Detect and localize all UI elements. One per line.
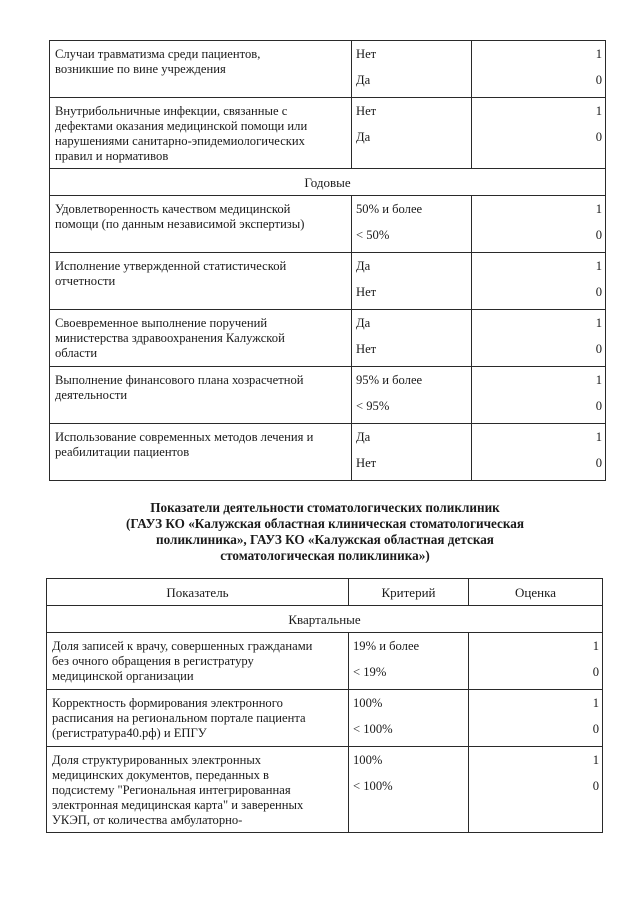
criterion-cell <box>352 196 472 253</box>
table-row <box>50 196 606 253</box>
score-value: 1 <box>595 316 602 330</box>
criterion-value: 19% и более <box>353 639 420 653</box>
score-value: 1 <box>595 104 602 118</box>
criterion-value: 50% и более <box>356 202 423 216</box>
indicator-text-line: деятельности <box>55 388 128 402</box>
table-row <box>47 690 603 747</box>
indicators-table-2 <box>46 578 603 833</box>
indicator-cell <box>47 747 349 833</box>
indicator-cell <box>50 41 352 98</box>
score-value: 1 <box>595 259 602 273</box>
indicator-text-line: правил и нормативов <box>55 149 169 163</box>
table-row <box>50 367 606 424</box>
score-value: 1 <box>592 696 599 710</box>
criterion-value: Да <box>356 73 371 87</box>
criterion-cell <box>349 690 469 747</box>
criterion-value: < 19% <box>353 665 387 679</box>
indicator-text-line: Своевременное выполнение поручений <box>55 316 268 330</box>
score-value: 1 <box>595 47 602 61</box>
criterion-cell <box>352 41 472 98</box>
indicator-text-line: Доля записей к врачу, совершенных гражданами <box>52 639 313 653</box>
indicator-cell <box>50 196 352 253</box>
score-cell <box>469 633 603 690</box>
score-cell <box>472 367 606 424</box>
heading-line: Показатели деятельности стоматологических поликлиник <box>150 500 500 515</box>
section-title: Квартальные <box>47 606 603 633</box>
indicator-text-line: нарушениями санитарно-эпидемиологических <box>55 134 305 148</box>
criterion-cell <box>352 310 472 367</box>
table-row <box>47 747 603 833</box>
indicator-text-line: медицинских документов, переданных в <box>52 768 269 782</box>
criterion-value: 100% <box>353 753 383 767</box>
criterion-cell <box>349 747 469 833</box>
criterion-cell <box>349 633 469 690</box>
section-title: Годовые <box>50 169 606 196</box>
criterion-value: Нет <box>356 285 377 299</box>
indicator-text-line: медицинской организации <box>52 669 194 683</box>
indicator-cell <box>50 310 352 367</box>
table-row <box>50 98 606 169</box>
indicator-text-line: Удовлетворенность качеством медицинской <box>55 202 291 216</box>
indicator-text-line: Использование современных методов лечения и <box>55 430 314 444</box>
score-value: 1 <box>595 430 602 444</box>
indicator-text-line: Внутрибольничные инфекции, связанные с <box>55 104 288 118</box>
indicators-table-1 <box>49 40 606 481</box>
section-heading-dental <box>80 500 570 564</box>
header-score: Оценка <box>469 579 603 606</box>
indicator-cell <box>50 424 352 481</box>
heading-line: стоматологическая поликлиника») <box>220 548 430 563</box>
indicator-text-line: без очного обращения в регистратуру <box>52 654 254 668</box>
header-indicator: Показатель <box>47 579 349 606</box>
indicator-text-line: Корректность формирования электронного <box>52 696 283 710</box>
score-value: 0 <box>595 228 602 242</box>
score-value: 0 <box>592 665 599 679</box>
indicator-text-line: (регистратура40.рф) и ЕПГУ <box>52 726 207 740</box>
criterion-value: < 95% <box>356 399 390 413</box>
criterion-value: Да <box>356 316 371 330</box>
criterion-cell <box>352 98 472 169</box>
score-value: 0 <box>595 399 602 413</box>
indicator-text-line: Доля структурированных электронных <box>52 753 262 767</box>
score-cell <box>472 310 606 367</box>
score-cell <box>469 747 603 833</box>
score-value: 0 <box>595 342 602 356</box>
indicator-text-line: УКЭП, от количества амбулаторно- <box>52 813 243 827</box>
score-value: 1 <box>592 753 599 767</box>
score-cell <box>472 424 606 481</box>
indicator-text-line: отчетности <box>55 274 116 288</box>
criterion-value: Нет <box>356 104 377 118</box>
table-row <box>50 41 606 98</box>
score-value: 0 <box>595 285 602 299</box>
score-value: 1 <box>592 639 599 653</box>
score-value: 1 <box>595 202 602 216</box>
indicator-text-line: возникшие по вине учреждения <box>55 62 226 76</box>
score-cell <box>469 690 603 747</box>
indicator-text-line: Исполнение утвержденной статистической <box>55 259 287 273</box>
indicator-cell <box>50 253 352 310</box>
indicator-text-line: помощи (по данным независимой экспертизы) <box>55 217 305 231</box>
table-header-row <box>47 579 603 606</box>
criterion-value: < 100% <box>353 722 393 736</box>
score-value: 0 <box>592 722 599 736</box>
indicator-cell <box>50 367 352 424</box>
criterion-value: 100% <box>353 696 383 710</box>
indicator-text-line: реабилитации пациентов <box>55 445 190 459</box>
indicator-text-line: электронная медицинская карта" и заверенных <box>52 798 304 812</box>
score-cell <box>472 253 606 310</box>
score-value: 0 <box>595 456 602 470</box>
indicator-text-line: Выполнение финансового плана хозрасчетной <box>55 373 304 387</box>
criterion-value: Да <box>356 130 371 144</box>
criterion-value: Нет <box>356 47 377 61</box>
heading-line: (ГАУЗ КО «Калужская областная клиническая стоматологическая <box>125 516 525 531</box>
criterion-value: Да <box>356 259 371 273</box>
criterion-value: 95% и более <box>356 373 423 387</box>
criterion-value: Нет <box>356 456 377 470</box>
criterion-value: < 100% <box>353 779 393 793</box>
indicator-text-line: дефектами оказания медицинской помощи или <box>55 119 308 133</box>
indicator-cell <box>50 98 352 169</box>
criterion-cell <box>352 253 472 310</box>
score-value: 0 <box>595 130 602 144</box>
heading-line: поликлиника», ГАУЗ КО «Калужская областная детская <box>156 532 494 547</box>
criterion-cell <box>352 424 472 481</box>
score-value: 0 <box>592 779 599 793</box>
table-row <box>50 310 606 367</box>
criterion-value: Нет <box>356 342 377 356</box>
indicator-text-line: расписания на региональном портале пациента <box>52 711 306 725</box>
section-row <box>47 606 603 633</box>
score-value: 1 <box>595 373 602 387</box>
score-value: 0 <box>595 73 602 87</box>
score-cell <box>472 98 606 169</box>
section-row <box>50 169 606 196</box>
indicator-cell <box>47 633 349 690</box>
indicator-cell <box>47 690 349 747</box>
header-criterion: Критерий <box>349 579 469 606</box>
score-cell <box>472 41 606 98</box>
criterion-cell <box>352 367 472 424</box>
table-row <box>50 424 606 481</box>
criterion-value: < 50% <box>356 228 390 242</box>
indicator-text-line: области <box>55 346 98 360</box>
indicator-text-line: Случаи травматизма среди пациентов, <box>55 47 261 61</box>
indicator-text-line: подсистему "Региональная интегрированная <box>52 783 291 797</box>
indicator-text-line: министерства здравоохранения Калужской <box>55 331 285 345</box>
table-row <box>50 253 606 310</box>
criterion-value: Да <box>356 430 371 444</box>
score-cell <box>472 196 606 253</box>
table-row <box>47 633 603 690</box>
